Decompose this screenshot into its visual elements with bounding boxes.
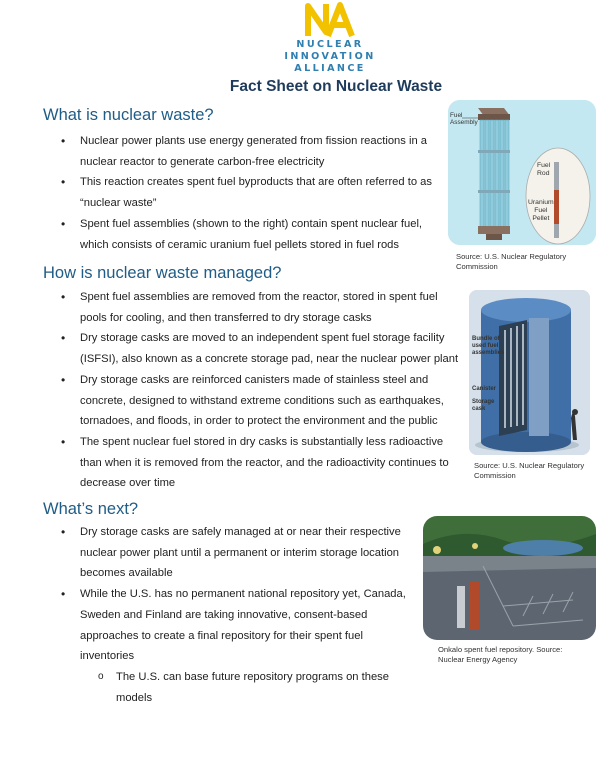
list-item: • This reaction creates spent fuel byproducts that are often referred to as “nuclear waste” <box>43 172 443 213</box>
list-item: • Spent fuel assemblies are removed from the reactor, stored in spent fuel pools for cooling, and then transferred to dry storage casks <box>43 287 461 328</box>
page-title: Fact Sheet on Nuclear Waste <box>229 78 443 95</box>
bullet-list-how-managed <box>43 287 461 494</box>
label-bundle: Bundle of used fuel assemblies <box>472 336 505 356</box>
caption-fuel-assembly: Source: U.S. Nuclear Regulatory Commission <box>456 252 567 271</box>
logo-line-2: INNOVATION <box>284 51 376 62</box>
list-item: • Dry storage casks are reinforced canisters made of stainless steel and concrete, designed to withstand extreme conditions such as earthquakes, tornadoes, and floods, in order to protect the environment and the public <box>43 370 461 432</box>
logo-line-1: NUCLEAR <box>296 39 364 50</box>
label-fuel-assembly: Fuel Assembly <box>450 112 478 126</box>
label-storage-cask: Storage cask <box>472 399 495 412</box>
label-canister: Canister <box>472 386 497 392</box>
list-item: • The spent nuclear fuel stored in dry casks is substantially less radioactive than when it is removed from the reactor, and the radioactivity continues to decrease over time <box>43 432 461 494</box>
bullet-list-what-is <box>43 131 443 255</box>
bullet-list-whats-next <box>43 522 413 708</box>
list-item: • Dry storage casks are moved to an independent spent fuel storage facility (ISFSI), also known as a concrete storage pad, near the nuclear power plant <box>43 328 461 369</box>
dry-cask-image <box>469 290 590 455</box>
caption-dry-cask: Source: U.S. Nuclear Regulatory Commission <box>474 461 585 480</box>
list-item: • Spent fuel assemblies (shown to the right) contain spent nuclear fuel, which consists of ceramic uranium fuel pellets stored in fuel rods <box>43 214 443 255</box>
list-item: • Nuclear power plants use energy generated from fission reactions in a nuclear reactor to generate carbon-free electricity <box>43 131 443 172</box>
onkalo-illustration <box>423 516 596 640</box>
nia-logo <box>270 2 390 74</box>
section-heading-what-is: What is nuclear waste? <box>43 106 214 124</box>
section-heading-how-managed: How is nuclear waste managed? <box>43 264 282 282</box>
list-item <box>43 584 413 708</box>
logo-line-3: ALLIANCE <box>294 63 366 74</box>
dry-cask-illustration <box>469 290 590 455</box>
sub-bullet-list <box>80 667 413 708</box>
caption-onkalo: Onkalo spent fuel repository. Source: Nuclear Energy Agency <box>438 645 563 664</box>
sub-list-item: o The U.S. can base future repository programs on these models <box>80 667 413 708</box>
list-item: • Dry storage casks are safely managed at or near their respective nuclear power plant until a permanent or interim storage location becomes available <box>43 522 413 584</box>
fuel-assembly-image <box>448 100 596 245</box>
na-logo-mark <box>302 2 358 38</box>
label-uranium-pellet: Uranium Fuel Pellet <box>528 199 554 222</box>
label-fuel-rod: Fuel Rod <box>537 162 551 177</box>
list-item-text: While the U.S. has no permanent national repository yet, Canada, Sweden and Finland are taking innovative, consent-based approaches to create a final repository for their spent fuel inventories <box>80 588 406 663</box>
section-heading-whats-next: What’s next? <box>43 500 139 518</box>
onkalo-repository-image <box>423 516 596 640</box>
